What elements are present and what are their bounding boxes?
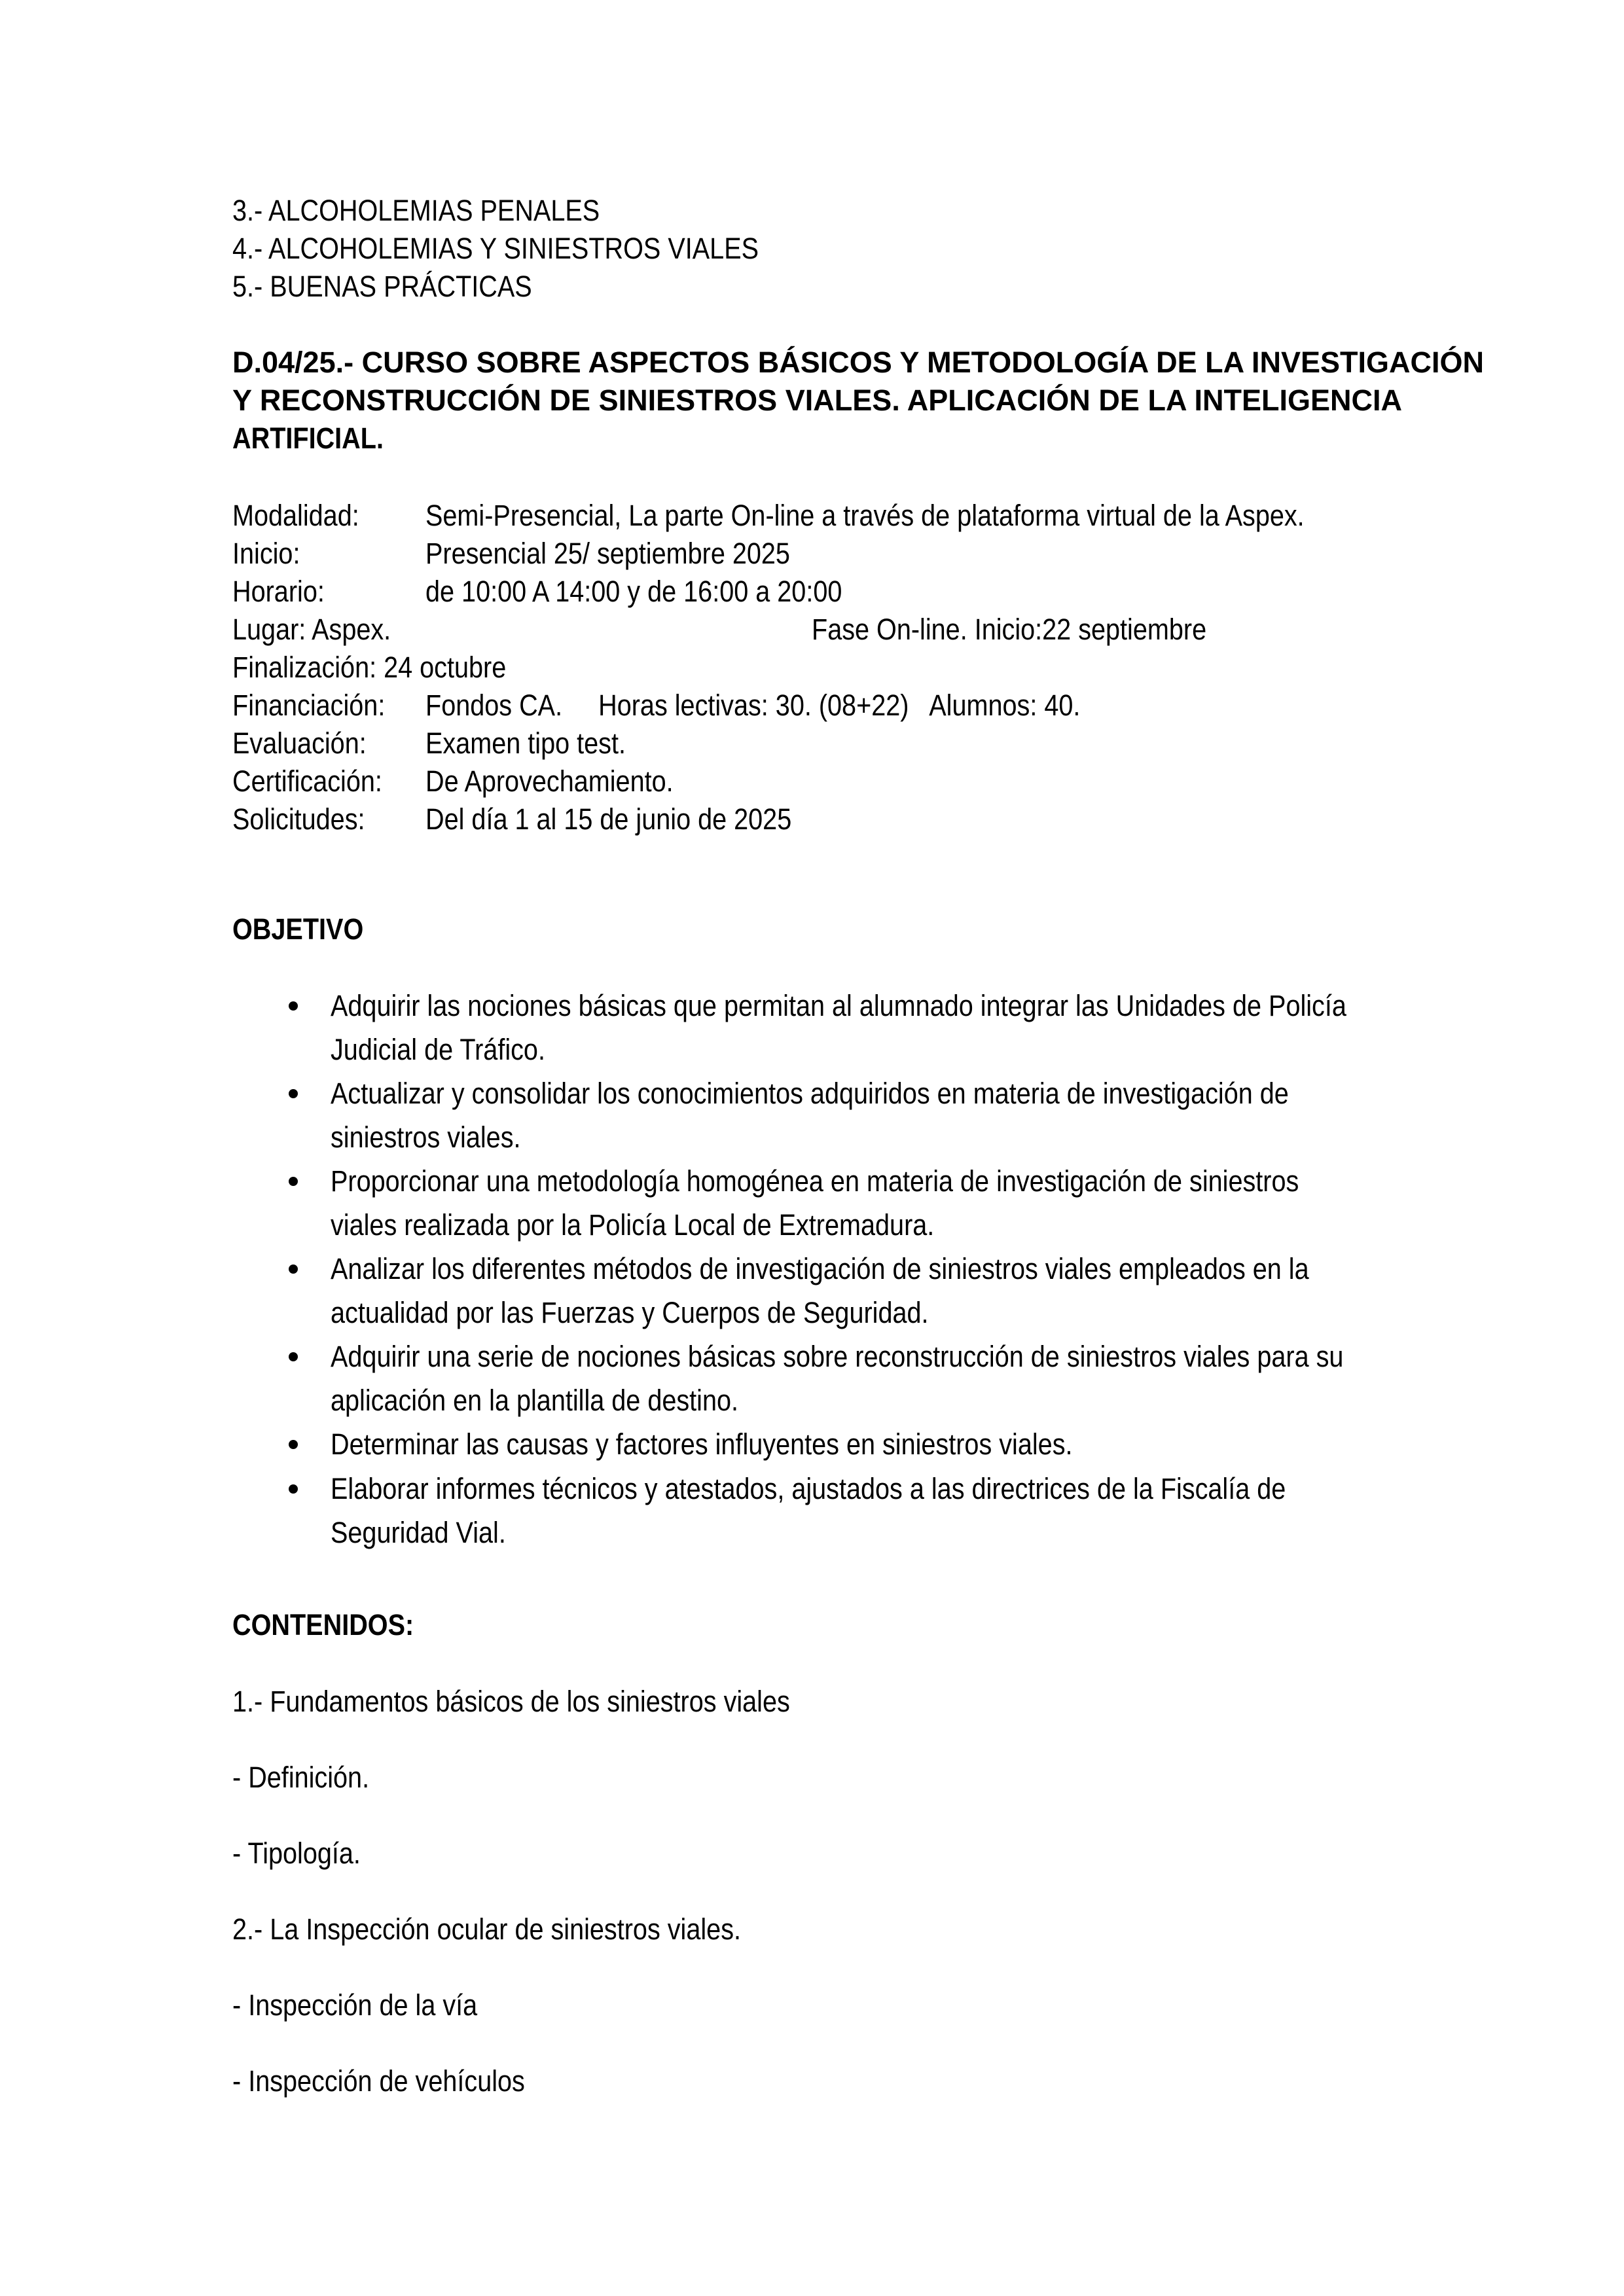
bullet-icon <box>289 1484 298 1494</box>
horario-label: Horario: <box>232 575 325 608</box>
certificacion-label: Certificación: <box>232 764 382 798</box>
objetivo-bullet-line: viales realizada por la Policía Local de Extremadura. <box>331 1208 935 1242</box>
modalidad-value: Semi-Presencial, La parte On-line a través de plataforma virtual de la Aspex. <box>425 499 1305 532</box>
bullet-icon <box>289 1265 298 1274</box>
objetivo-bullet-line: siniestros viales. <box>331 1121 521 1154</box>
objetivo-bullet-line: Judicial de Tráfico. <box>331 1033 545 1066</box>
course-title-line: D.04/25.- CURSO SOBRE ASPECTOS BÁSICOS Y METODOLOGÍA DE LA INVESTIGACIÓN <box>232 346 1484 379</box>
solicitudes-value: Del día 1 al 15 de junio de 2025 <box>425 802 792 836</box>
contenidos-item: - Definición. <box>232 1761 370 1794</box>
top-list-item: 3.- ALCOHOLEMIAS PENALES <box>232 194 600 227</box>
objetivo-bullet-line: Seguridad Vial. <box>331 1516 506 1549</box>
course-title-line: Y RECONSTRUCCIÓN DE SINIESTROS VIALES. APLICACIÓN DE LA INTELIGENCIA <box>232 384 1402 417</box>
course-title-line: ARTIFICIAL. <box>232 422 384 455</box>
bullet-icon <box>289 1440 298 1449</box>
contenidos-heading: CONTENIDOS: <box>232 1608 414 1641</box>
contenidos-item: - Inspección de la vía <box>232 1988 478 2022</box>
contenidos-item: - Inspección de vehículos <box>232 2064 525 2098</box>
certificacion-value: De Aprovechamiento. <box>425 764 674 798</box>
objetivo-bullet-line: Adquirir una serie de nociones básicas sobre reconstrucción de siniestros viales para su <box>331 1340 1344 1373</box>
top-list-item: 5.- BUENAS PRÁCTICAS <box>232 270 532 303</box>
bullet-icon <box>289 1089 298 1098</box>
top-list-item: 4.- ALCOHOLEMIAS Y SINIESTROS VIALES <box>232 232 759 265</box>
objetivo-bullet-line: Actualizar y consolidar los conocimientos adquiridos en materia de investigación de <box>331 1077 1289 1110</box>
fase-online-text: Fase On-line. Inicio:22 septiembre <box>812 613 1207 646</box>
objetivo-heading: OBJETIVO <box>232 912 364 946</box>
finalizacion-text: Finalización: 24 octubre <box>232 651 507 684</box>
contenidos-item: 2.- La Inspección ocular de siniestros viales. <box>232 1912 741 1946</box>
solicitudes-label: Solicitudes: <box>232 802 365 836</box>
objetivo-bullet-line: Elaborar informes técnicos y atestados, ajustados a las directrices de la Fiscalía de <box>331 1472 1286 1505</box>
bullet-icon <box>289 1352 298 1361</box>
financiacion-label: Financiación: <box>232 689 386 722</box>
objetivo-bullet-line: aplicación en la plantilla de destino. <box>331 1384 739 1417</box>
financiacion-value: Fondos CA. Horas lectivas: 30. (08+22) Alumnos: 40. <box>425 689 1081 722</box>
objetivo-bullet-line: Proporcionar una metodología homogénea en materia de investigación de siniestros <box>331 1164 1299 1198</box>
inicio-value: Presencial 25/ septiembre 2025 <box>425 537 790 570</box>
objetivo-bullet-line: Adquirir las nociones básicas que permitan al alumnado integrar las Unidades de Policía <box>331 989 1346 1022</box>
objetivo-bullet-line: Analizar los diferentes métodos de investigación de siniestros viales empleados en la <box>331 1252 1309 1285</box>
contenidos-item: 1.- Fundamentos básicos de los siniestros viales <box>232 1685 790 1718</box>
inicio-label: Inicio: <box>232 537 300 570</box>
contenidos-item: - Tipología. <box>232 1837 361 1870</box>
objetivo-bullet-line: actualidad por las Fuerzas y Cuerpos de Seguridad. <box>331 1296 929 1329</box>
bullet-icon <box>289 1001 298 1011</box>
bullet-icon <box>289 1177 298 1186</box>
objetivo-bullet-line: Determinar las causas y factores influyentes en siniestros viales. <box>331 1427 1073 1461</box>
horario-value: de 10:00 A 14:00 y de 16:00 a 20:00 <box>425 575 842 608</box>
lugar-text: Lugar: Aspex. <box>232 613 391 646</box>
modalidad-label: Modalidad: <box>232 499 359 532</box>
evaluacion-label: Evaluación: <box>232 726 367 760</box>
evaluacion-value: Examen tipo test. <box>425 726 626 760</box>
